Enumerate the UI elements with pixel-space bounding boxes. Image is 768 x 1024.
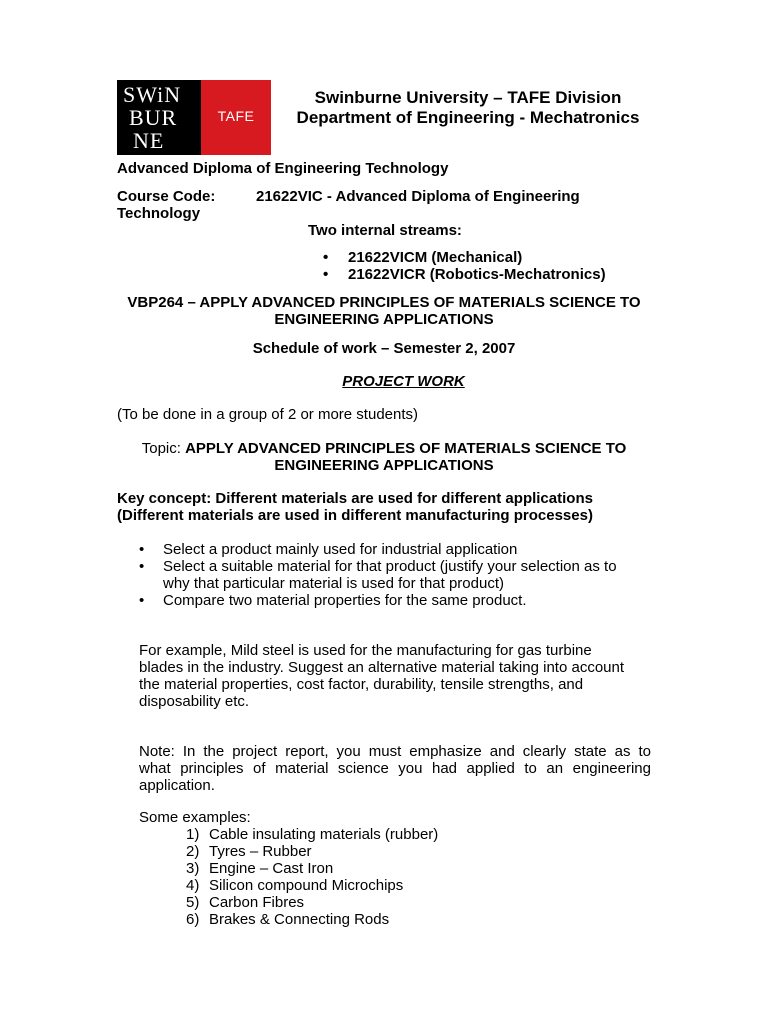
topic: Topic: APPLY ADVANCED PRINCIPLES OF MATERIALS SCIENCE TO ENGINEERING APPLICATIONS	[141, 440, 627, 474]
example-item: 6) Brakes & Connecting Rods	[186, 911, 390, 928]
header	[283, 88, 653, 128]
logo-line-3: NE	[133, 128, 165, 153]
course-code-value-cont: Technology	[117, 205, 201, 222]
task-list	[139, 541, 617, 609]
header-line-1: Swinburne University – TAFE Division	[314, 88, 622, 107]
stream-item: • 21622VICR (Robotics-Mechatronics)	[323, 266, 606, 283]
examples-label: Some examples:	[139, 809, 251, 826]
swinburne-logo	[117, 80, 271, 155]
note-paragraph: Note: In the project report, you must emphasize and clearly state as to what principles of material science you had applied to an engineering application.	[139, 743, 651, 794]
section-heading: PROJECT WORK	[342, 373, 465, 390]
key-concept: Key concept: Different materials are used for different applications (Different materials are used in different manufacturing processes)	[117, 490, 593, 524]
example-item: 4) Silicon compound Microchips	[186, 877, 404, 894]
course-code-label: Course Code:	[117, 188, 216, 205]
schedule-line: Schedule of work – Semester 2, 2007	[252, 340, 516, 357]
topic-title: APPLY ADVANCED PRINCIPLES OF MATERIALS SCIENCE TO	[185, 440, 627, 457]
streams-label: Two internal streams:	[308, 222, 462, 239]
logo-line-1: SWiN	[123, 82, 182, 107]
task-item: • Select a product mainly used for industrial application	[139, 541, 518, 558]
example-paragraph: For example, Mild steel is used for the manufacturing for gas turbine blades in the industry. Suggest an alternative material taking into account the material properties, cost factor, durability, tensile strengths, and disposability etc.	[139, 642, 625, 710]
example-item: 3) Engine – Cast Iron	[186, 860, 334, 877]
stream-item: • 21622VICM (Mechanical)	[323, 249, 523, 266]
logo-red-panel	[201, 80, 271, 155]
task-item: • Compare two material properties for the same product.	[139, 592, 527, 609]
program-title: Advanced Diploma of Engineering Technology	[117, 160, 449, 177]
example-item: 5) Carbon Fibres	[186, 894, 305, 911]
header-line-2: Department of Engineering - Mechatronics	[296, 108, 640, 127]
logo-line-2: BUR	[129, 105, 178, 130]
topic-label: Topic:	[141, 440, 186, 457]
task-item: • Select a suitable material for that product (justify your selection as to why that particular material is used for that product)	[139, 558, 617, 592]
unit-title: VBP264 – APPLY ADVANCED PRINCIPLES OF MATERIALS SCIENCE TO ENGINEERING APPLICATIONS	[127, 294, 641, 328]
streams-list	[323, 249, 606, 283]
group-note: (To be done in a group of 2 or more students)	[117, 406, 419, 423]
example-item: 1) Cable insulating materials (rubber)	[186, 826, 439, 843]
logo-black-panel	[117, 80, 201, 155]
example-item: 2) Tyres – Rubber	[186, 843, 312, 860]
logo-tafe-text: TAFE	[217, 108, 255, 124]
examples-list	[186, 826, 439, 928]
course-code-value: 21622VIC - Advanced Diploma of Engineering	[256, 188, 580, 205]
